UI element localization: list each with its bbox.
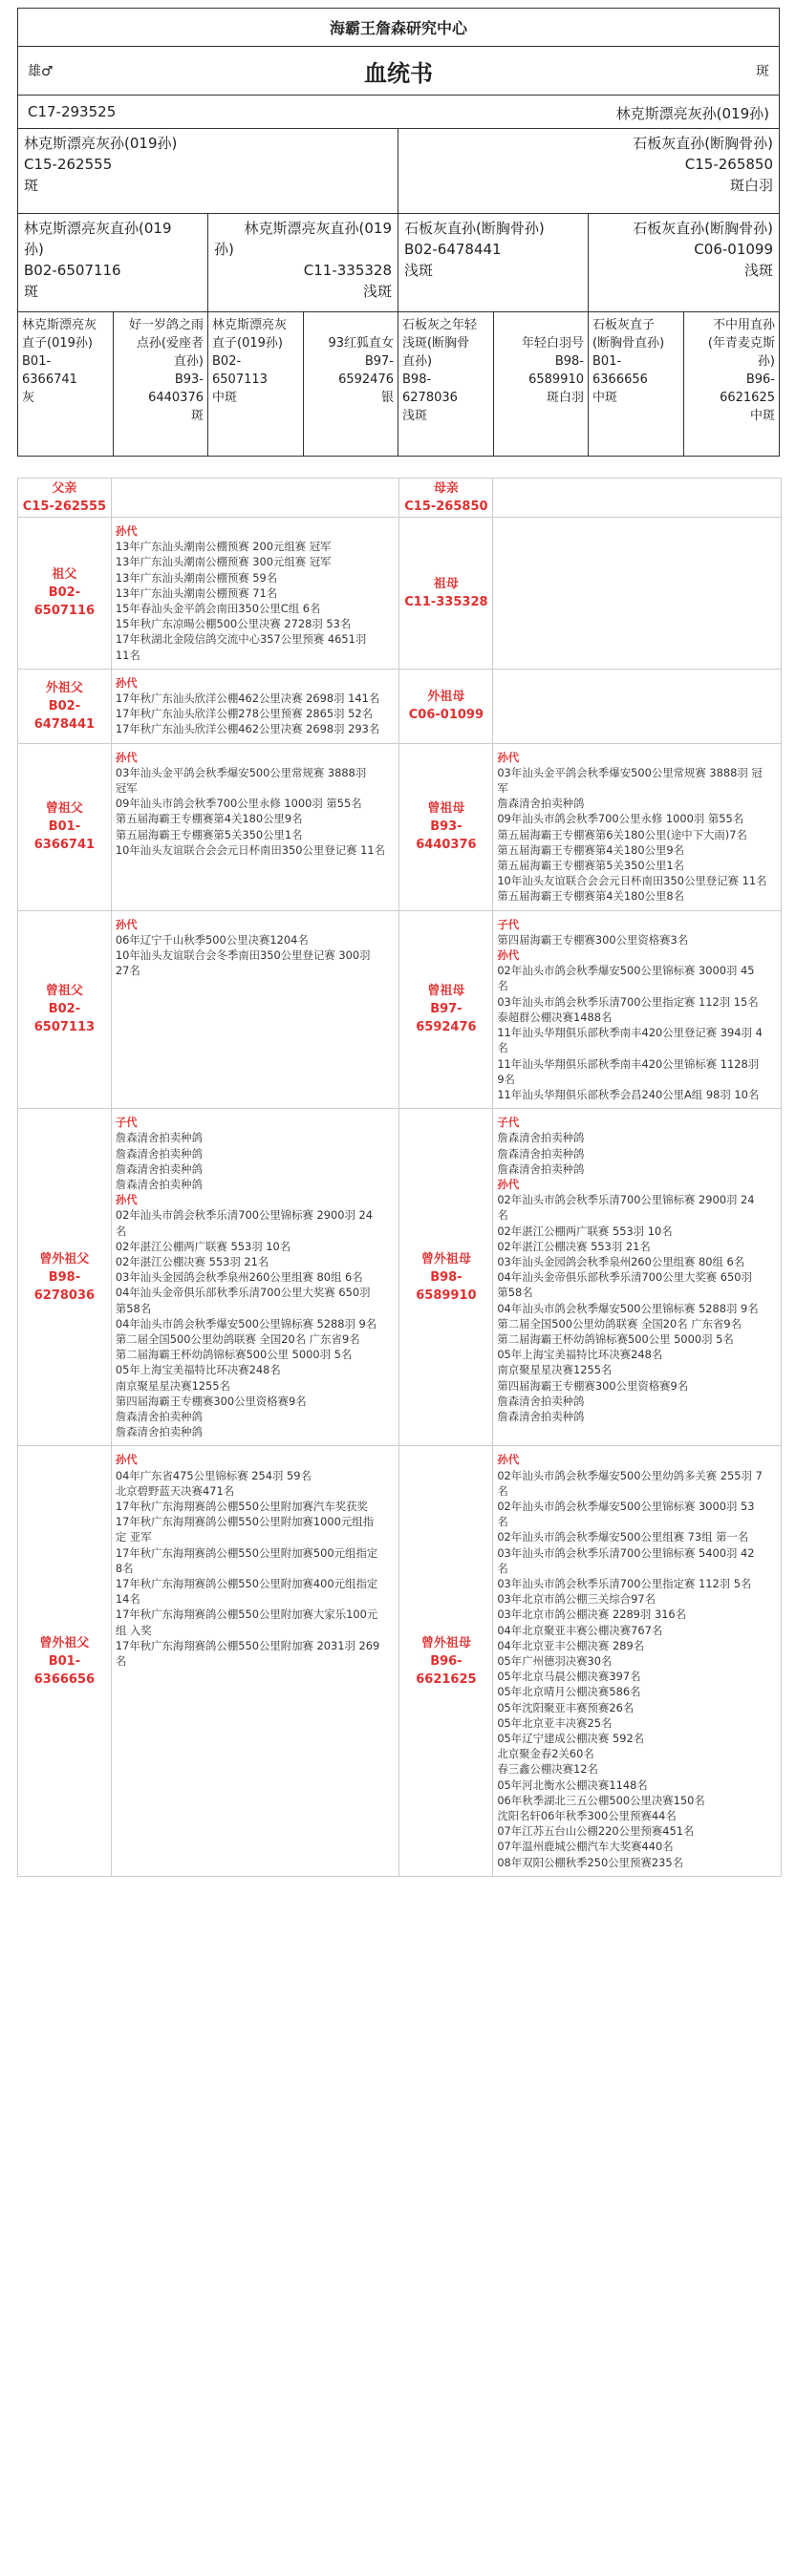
record-line: 04年北京亚丰公棚决赛 289名 [497,1638,645,1652]
record-line: 名 [497,1483,508,1498]
record-line: 詹森清舍拍卖种鸽 [115,1161,203,1176]
record-line: 05年辽宁建成公棚决赛 592名 [497,1732,645,1746]
left-ancestor-record [111,910,399,1108]
cell-line: 浅斑 [402,409,428,423]
record-line: 02年汕头市鸽会秋季爆安500公里锦标赛 3000羽 53 [497,1499,755,1513]
record-line: 02年湛江公棚决赛 553羽 21名 [115,1254,269,1268]
record-line: 05年北京马晨公棚决赛397名 [497,1670,641,1684]
cell-line: B01- [592,354,622,369]
record-line: 詹森清舍拍卖种鸽 [497,1409,585,1423]
record-line: 军 [497,781,508,796]
ancestor-ring: C15-265850 [404,500,488,514]
right-ancestor-label [399,910,493,1108]
ancestor-ring: B93-6440376 [416,820,477,853]
record-line: 詹森清舍拍卖种鸽 [115,1146,203,1160]
cell-line: B93- [174,373,204,387]
record-line: 春三鑫公棚决赛12名 [497,1762,598,1777]
record-line: 17年秋广东汕头欣洋公棚278公里预赛 2865羽 52名 [115,707,374,721]
subject-ring: C17-293525 [28,103,117,120]
left-ancestor-label [18,669,112,743]
record-line: 子代 [115,1116,138,1130]
cell-line: 孙) [214,241,234,258]
record-line: 15年秋广东凉暘公棚500公里决赛 2728羽 53名 [115,617,352,631]
pedigree-row [18,479,782,518]
generation-3-row [18,214,779,312]
ancestor-ring: B01-6366656 [33,1653,96,1687]
cell-line: 直子(019孙) [212,336,283,351]
record-line: 第二届海霸王杯幼鸽锦标赛500公里 5000羽 5名 [497,1331,734,1346]
record-line: 09年汕头市鸽会秋季700公里永修 1000羽 第55名 [115,797,362,811]
pedigree-header-box [17,8,780,457]
record-line: 詹森清舍拍卖种鸽 [115,1131,203,1145]
record-line: 沈阳名轩06年秋季300公里预赛44名 [497,1809,677,1823]
record-line: 03年汕头金平鸽会秋季爆安500公里常规赛 3888羽 [115,765,367,779]
record-line: 孙代 [497,1453,520,1467]
record-line: 孙代 [115,750,138,764]
record-line: 03年北京市鸽公棚决赛 2289羽 316名 [497,1607,687,1622]
generation-4-row [18,312,779,456]
cell-line: 浅斑 [362,283,392,300]
record-line: 02年湛江公棚两广联赛 553羽 10名 [497,1224,673,1238]
ancestor-cell [304,312,399,456]
subject-row [18,96,779,129]
record-line: 13年广东汕头潮南公棚预赛 300元组赛 冠军 [115,555,332,569]
right-ancestor-record [493,669,782,743]
cell-line: 直孙) [173,354,204,369]
cell-line: 6366656 [592,373,648,387]
cell-line: B02-6478441 [404,241,502,258]
cell-line: 6589910 [528,373,584,387]
right-ancestor-record [493,910,782,1108]
left-ancestor-record [111,479,399,518]
ancestor-cell [18,312,114,456]
cell-line: C11-335328 [303,262,392,279]
record-line: 03年北京市鸽公棚三关综合97名 [497,1592,656,1607]
record-line: 第五届海霸王专棚赛第6关180公里(途中下大雨)7名 [497,827,747,841]
cell-line: 不中用直孙 [712,318,775,332]
cell-line: 中斑 [749,409,775,423]
cell-line: 93红狐直女 [328,336,394,351]
ancestor-ring: B01-6366741 [33,820,96,853]
cell-line: 林克斯漂亮灰 [22,318,97,332]
left-ancestor-record [111,1446,399,1876]
record-line: 06年秋季湖北三五公棚500公里决赛150名 [497,1793,705,1807]
cell-line: 中斑 [592,391,618,405]
right-ancestor-record [493,1109,782,1446]
ancestor-title: 祖父 [52,567,77,583]
record-line: 03年汕头市鸽会秋季乐清700公里指定赛 112羽 15名 [497,994,759,1009]
record-line: 冠军 [115,781,138,796]
record-line: 第五届海霸王专棚赛第5关350公里1名 [497,859,685,873]
record-line: 第58名 [115,1301,152,1315]
ancestor-ring: B98-6278036 [33,1269,96,1303]
cell-line: C15-265850 [684,156,773,173]
ancestor-title: 父亲 [52,481,77,496]
cell-line: 好一岁鸽之雨 [128,318,204,332]
pedigree-row [18,743,782,910]
grandsire-cell [18,214,208,311]
record-line: 13年广东汕头潮南公棚预赛 200元组赛 冠军 [115,540,332,554]
cell-line: 斑 [24,283,39,300]
left-ancestor-label [18,910,112,1108]
record-line: 02年湛江公棚决赛 553羽 21名 [497,1239,651,1253]
record-line: 第四届海霸王专棚赛300公里资格赛3名 [497,932,689,947]
right-ancestor-record [493,743,782,910]
right-ancestor-record [493,518,782,670]
page-title: 血统书 [364,60,433,87]
left-ancestor-label [18,1446,112,1876]
record-line: 04年汕头金帝俱乐部秋季乐清700公里大奖赛 650羽 [497,1270,752,1285]
cell-line: 石板灰直子 [592,318,656,332]
ancestor-title: 外祖父 [45,680,83,695]
record-line: 04年汕头金帝俱乐部秋季乐清700公里大奖赛 650羽 [115,1286,371,1300]
record-line: 詹森清舍拍卖种鸽 [115,1177,203,1191]
maternal-grandsire-cell [398,214,589,311]
record-line: 北京聚金春2关60名 [497,1747,594,1761]
record-line: 名 [115,1654,127,1669]
ancestor-title: 曾外祖父 [39,1251,90,1267]
ancestor-ring: B02-6507113 [33,1002,96,1035]
left-ancestor-label [18,479,112,518]
record-line: 名 [497,1041,508,1055]
record-line: 05年河北衡水公棚决赛1148名 [497,1778,648,1792]
record-line: 第二届全国500公里幼鸽联赛 全国20名 广东省9名 [497,1316,742,1331]
ancestor-title: 曾外祖母 [420,1635,471,1650]
record-line: 詹森清舍拍卖种鸽 [497,1131,585,1145]
record-line: 05年北京晴月公棚决赛586名 [497,1685,641,1699]
record-line: 15年春汕头金平鸽会南田350公里C组 6名 [115,602,321,616]
ancestor-title: 曾外祖母 [420,1251,471,1267]
cell-line: 直子(019孙) [22,336,93,351]
right-ancestor-label [399,743,493,910]
record-line: 9名 [497,1072,515,1086]
pedigree-row [18,669,782,743]
record-line: 詹森清舍拍卖种鸽 [497,1161,585,1176]
sex-label: 雄♂ [28,64,54,79]
record-line: 05年沈阳聚亚丰赛预赛26名 [497,1700,635,1714]
record-line: 17年秋广东海翔赛鸽公棚550公里附加赛汽车奖获奖 [115,1499,368,1513]
record-line: 南京聚星星决赛1255名 [497,1363,613,1377]
record-line: 03年汕头市鸽会秋季乐清700公里锦标赛 5400羽 42 [497,1545,755,1560]
cell-line: 斑 [190,409,204,423]
record-line: 孙代 [115,1193,138,1207]
record-line: 第二届海霸王杯幼鸽锦标赛500公里 5000羽 5名 [115,1348,353,1362]
ancestor-ring: B96-6621625 [416,1653,477,1687]
cell-line: 灰 [22,391,35,405]
cell-line: C15-262555 [24,156,113,173]
record-line: 孙代 [497,1177,520,1191]
record-line: 名 [497,1515,508,1529]
record-line: 孙代 [115,1453,138,1467]
record-line: 05年上海宝美福特比环决赛248名 [115,1363,281,1377]
ancestor-title: 曾祖母 [427,801,465,817]
record-line: 17年秋广东汕头欣洋公棚462公里决赛 2698羽 141名 [115,692,380,706]
record-line: 05年上海宝美福特比环决赛248名 [497,1348,663,1362]
cell-line: B98- [554,354,584,369]
record-line: 名 [497,979,508,993]
right-ancestor-label [399,669,493,743]
record-line: 组 入奖 [115,1623,152,1637]
record-line: 17年秋广东汕头欣洋公棚462公里决赛 2698羽 293名 [115,722,380,736]
pedigree-row [18,1109,782,1446]
record-line: 03年汕头金园鸽会秋季泉州260公里组赛 80组 6名 [115,1270,363,1285]
record-line: 09年汕头市鸽会秋季700公里永修 1000羽 第55名 [497,812,744,826]
ancestor-title: 母亲 [433,481,459,496]
record-line: 孙代 [497,948,520,963]
left-ancestor-record [111,518,399,670]
cell-line: (断胸骨直孙) [592,336,665,351]
cell-line: 6592476 [338,373,394,387]
record-line: 07年江苏五台山公棚220公里预赛451名 [497,1824,695,1839]
ancestor-cell [114,312,209,456]
ancestor-title: 祖母 [433,576,459,591]
cell-line: 孙) [24,241,44,258]
record-line: 02年湛江公棚两广联赛 553羽 10名 [115,1239,291,1253]
record-line: 子代 [497,917,520,931]
cell-line: B02-6507116 [24,262,121,279]
left-ancestor-label [18,743,112,910]
record-line: 名 [497,1561,508,1575]
record-line: 04年北京聚亚丰赛公棚决赛767名 [497,1623,663,1637]
record-line: 北京碧野蓝天决赛471名 [115,1483,235,1498]
subject-name: 林克斯漂亮灰孙(019孙) [615,105,769,122]
cell-spacer [308,316,395,334]
maternal-granddam-cell [589,214,779,311]
record-line: 詹森清舍拍卖种鸽 [115,1409,203,1423]
right-ancestor-record [493,479,782,518]
record-line: 第五届海霸王专棚赛第5关350公里1名 [115,827,303,841]
record-line: 孙代 [115,917,138,931]
record-line: 13年广东汕头潮南公棚预赛 71名 [115,585,278,600]
record-line: 10年汕头友谊联合会会元日杯南田350公里登记赛 11名 [115,842,385,857]
cell-line: C06-01099 [694,241,773,258]
ancestor-ring: C06-01099 [408,708,484,723]
cell-line: B96- [745,373,775,387]
ancestor-title: 曾祖父 [45,801,83,817]
cell-line: 6278036 [402,391,458,405]
record-line: 孙代 [497,750,520,764]
sire-cell [18,129,398,213]
record-line: 孙代 [115,524,138,538]
ancestor-ring: C11-335328 [404,594,488,609]
cell-line: 浅斑 [743,262,773,279]
record-line: 17年秋广东海翔赛鸽公棚550公里附加赛大家乐100元 [115,1607,378,1622]
ancestor-ring: B02-6507116 [33,585,96,619]
right-ancestor-label [399,1446,493,1876]
record-line: 14名 [115,1592,140,1607]
record-line: 第四届海霸王专棚赛300公里资格赛9名 [115,1394,307,1408]
record-line: 名 [497,1208,508,1223]
record-line: 11年汕头华翔俱乐部秋季会昌240公里A组 98羽 10名 [497,1087,760,1101]
record-line: 11年汕头华翔俱乐部秋季南丰420公里锦标赛 1128羽 [497,1056,760,1071]
ancestor-ring: B97-6592476 [416,1002,477,1035]
cell-line: 斑白羽 [729,177,773,194]
ancestor-cell [398,312,494,456]
record-line: 13年广东汕头潮南公棚预赛 59名 [115,570,278,585]
record-line: 05年北京亚丰决赛25名 [497,1715,613,1730]
ancestor-cell [684,312,780,456]
ancestor-ring: B98-6589910 [416,1269,477,1303]
cell-line: 林克斯漂亮灰孙(019孙) [24,135,178,152]
cell-line: 6440376 [148,391,204,405]
left-ancestor-record [111,669,399,743]
record-line: 名 [115,1224,127,1238]
cell-spacer [498,316,585,334]
pedigree-row [18,1446,782,1876]
cell-line: 斑白羽 [546,391,584,405]
ancestor-ring: B02-6478441 [33,698,96,732]
left-ancestor-record [111,1109,399,1446]
ancestor-title: 曾祖母 [427,984,465,999]
org-title: 海霸王詹森研究中心 [18,9,779,47]
ancestor-ring: C15-262555 [22,500,107,514]
record-line: 17年秋湖北金陵信鸽交流中心357公里预赛 4651羽 [115,632,367,647]
record-line: 17年秋广东海翔赛鸽公棚550公里附加赛400元组指定 [115,1577,378,1590]
record-line: 第58名 [497,1286,533,1300]
record-line: 第五届海霸王专棚赛第4关180公里8名 [497,889,685,904]
title-row [18,47,779,96]
generation-2-row [18,129,779,214]
record-line: 詹森清舍拍卖种鸽 [497,797,585,811]
cell-line: 点孙(爱座者 [136,336,204,351]
record-line: 04年汕头市鸽会秋季爆安500公里锦标赛 5288羽 9名 [115,1316,377,1331]
record-line: 07年温州鹿城公棚汽车大奖赛440名 [497,1840,674,1854]
record-line: 03年汕头市鸽会秋季乐清700公里指定赛 112羽 5名 [497,1577,752,1590]
cell-line: 直孙) [402,354,433,369]
record-line: 04年广东省475公里锦标赛 254羽 59名 [115,1468,312,1482]
record-line: 第五届海霸王专棚赛第4关180公里9名 [115,812,303,826]
pedigree-row [18,910,782,1108]
ancestor-cell [208,312,304,456]
cell-line: 年轻白羽号 [521,336,584,351]
record-line: 17年秋广东海翔赛鸽公棚550公里附加赛 2031羽 269 [115,1638,380,1652]
cell-line: 6507113 [212,373,268,387]
ancestor-title: 外祖母 [427,690,465,705]
cell-line: 石板灰直孙(断胸骨孙) [633,135,773,152]
right-ancestor-label [399,479,493,518]
ancestor-title: 曾外祖父 [39,1635,90,1650]
cell-line: 石板灰直孙(断胸骨孙) [404,220,545,237]
cell-line: 林克斯漂亮灰 [212,318,288,332]
cell-line: B97- [364,354,394,369]
record-line: 27名 [115,964,140,978]
record-line: 03年汕头金园鸽会秋季泉州260公里组赛 80组 6名 [497,1254,745,1268]
cell-line: 林克斯漂亮灰直孙(019 [244,220,392,237]
record-line: 03年汕头金平鸽会秋季爆安500公里常规赛 3888羽 冠 [497,765,763,779]
record-line: 10年汕头友谊联合会冬季南田350公里登记赛 300羽 [115,948,371,963]
performance-table [17,478,782,1877]
record-line: 17年秋广东海翔赛鸽公棚550公里附加赛500元组指定 [115,1545,378,1560]
cell-line: (年青麦克斯 [707,336,775,351]
record-line: 06年辽宁千山秋季500公里决赛1204名 [115,932,309,947]
record-line: 泰超群公棚决赛1488名 [497,1010,613,1024]
cell-line: 林克斯漂亮灰直孙(019 [24,220,172,237]
record-line: 第二届全国500公里幼鸽联赛 全国20名 广东省9名 [115,1331,360,1346]
ancestor-cell [589,312,684,456]
record-line: 17年秋广东海翔赛鸽公棚550公里附加赛1000元组指 [115,1515,375,1529]
granddam-cell [208,214,398,311]
record-line: 04年汕头市鸽会秋季爆安500公里锦标赛 5288羽 9名 [497,1301,759,1315]
ancestor-cell [494,312,590,456]
cell-line: 6366741 [22,373,77,387]
record-line: 02年汕头市鸽会秋季爆安500公里锦标赛 3000羽 45 [497,964,755,978]
record-line: 南京聚星星决赛1255名 [115,1378,230,1393]
cell-line: B01- [22,354,52,369]
cell-line: B02- [212,354,242,369]
record-line: 10年汕头友谊联合会会元日杯南田350公里登记赛 11名 [497,874,767,888]
record-line: 02年汕头市鸽会秋季乐清700公里锦标赛 2900羽 24 [115,1208,374,1223]
record-line: 第五届海霸王专棚赛第4关180公里9名 [497,842,685,857]
record-line: 詹森清舍拍卖种鸽 [115,1425,203,1439]
dam-cell [398,129,779,213]
left-ancestor-record [111,743,399,910]
cell-line: 斑 [24,177,39,194]
record-line: 02年汕头市鸽会秋季爆安500公里幼鸽多关赛 255羽 7 [497,1468,763,1482]
color-label: 斑 [756,64,769,79]
record-line: 子代 [497,1116,520,1130]
record-line: 02年汕头市鸽会秋季乐清700公里锦标赛 2900羽 24 [497,1193,755,1207]
right-ancestor-label [399,1109,493,1446]
cell-line: 银 [380,391,394,405]
right-ancestor-record [493,1446,782,1876]
ancestor-title: 曾祖父 [45,984,83,999]
cell-line: 孙) [757,354,775,369]
record-line: 第四届海霸王专棚赛300公里资格赛9名 [497,1378,689,1393]
left-ancestor-label [18,518,112,670]
cell-line: 浅斑 [404,262,434,279]
cell-line: 石板灰直孙(断胸骨孙) [633,220,773,237]
left-ancestor-label [18,1109,112,1446]
record-line: 08年双阳公棚秋季250公里预赛235名 [497,1855,683,1869]
record-line: 定 亚军 [115,1530,152,1544]
record-line: 詹森清舍拍卖种鸽 [497,1394,585,1408]
cell-line: 浅斑(断胸骨 [402,336,470,351]
cell-line: 6621625 [720,391,775,405]
record-line: 孙代 [115,675,138,690]
record-line: 02年汕头市鸽会秋季爆安500公里组赛 73组 第一名 [497,1530,749,1544]
cell-line: B98- [402,373,432,387]
record-line: 8名 [115,1561,134,1575]
cell-line: 中斑 [212,391,238,405]
record-line: 11年汕头华翔俱乐部秋季南丰420公里登记赛 394羽 4 [497,1026,763,1040]
right-ancestor-label [399,518,493,670]
record-line: 11名 [115,648,140,662]
record-line: 05年广州德羽决赛30名 [497,1654,613,1669]
cell-line: 石板灰之年轻 [402,318,478,332]
record-line: 詹森清舍拍卖种鸽 [497,1146,585,1160]
pedigree-row [18,518,782,670]
